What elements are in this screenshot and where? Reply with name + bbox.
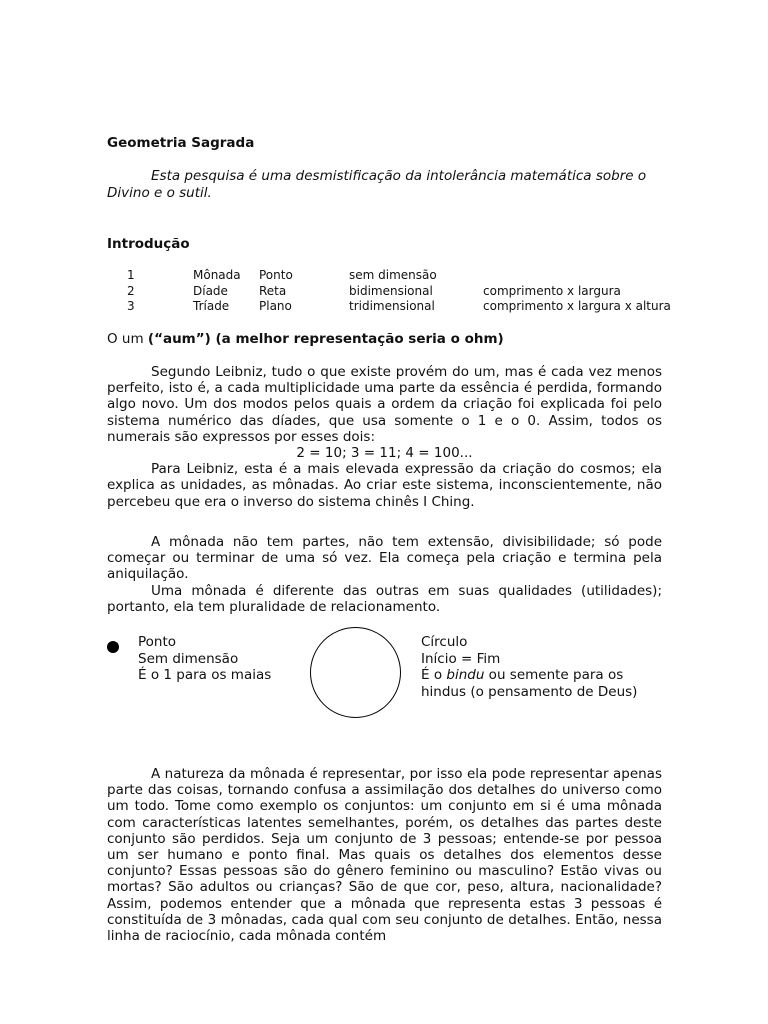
concepts-table: [107, 268, 671, 315]
row-geometry: Ponto: [259, 268, 293, 282]
monada-paragraph-1: A mônada não tem partes, não tem extensão, divisibilidade; só pode começar ou terminar de uma só vez. Ela começa pela criação e termina pela aniquilação.: [107, 534, 662, 583]
circulo-line-2: Início = Fim: [421, 650, 501, 667]
row-name: Mônada: [193, 268, 241, 282]
row-geometry: Plano: [259, 299, 292, 313]
table-row: [107, 284, 671, 300]
row-dimension: sem dimensão: [349, 268, 437, 282]
abstract: [107, 168, 662, 202]
aum-bold: (“aum”) (a melhor representação seria o ohm): [147, 331, 504, 347]
row-number: 3: [127, 299, 135, 313]
natureza-section: [107, 766, 662, 944]
aum-prefix: O um: [107, 331, 144, 347]
leibniz-paragraph-2: Para Leibniz, esta é a mais elevada expressão da criação do cosmos; ela explica as unidades, as mônadas. Ao criar este sistema, inconscientemente, não percebeu que era o inverso do sistema chinês I Ching.: [107, 461, 662, 510]
row-measure: [483, 268, 671, 284]
row-name: Tríade: [193, 299, 230, 313]
row-name: Díade: [193, 283, 228, 298]
circle-icon: [310, 627, 401, 718]
row-measure: comprimento x largura x altura: [483, 299, 671, 313]
intro-heading: Introdução: [107, 236, 190, 252]
ponto-caption: [138, 634, 271, 684]
circulo-line-3-post: ou semente para os hindus (o pensamento de Deus): [421, 667, 638, 700]
row-number: 2: [127, 283, 135, 298]
leibniz-section: [107, 364, 662, 510]
row-dimension: bidimensional: [349, 283, 433, 298]
row-measure: comprimento x largura: [483, 283, 621, 298]
ponto-line-3: É o 1 para os maias: [138, 667, 272, 683]
ponto-label: Ponto: [138, 634, 177, 650]
abstract-line-2: Divino e o sutil.: [107, 185, 212, 201]
document-title: Geometria Sagrada: [107, 135, 255, 151]
aum-heading: [107, 331, 504, 347]
leibniz-paragraph-1: Segundo Leibniz, tudo o que existe provém do um, mas é cada vez menos perfeito, isto é, a cada multiplicidade uma parte da essência é perdida, formando algo novo. Um dos modos pelos quais a ordem da criação foi explicada foi pelo sistema numérico das díades, que usa somente o 1 e o 0. Assim, todos os numerais são expressos por esses dois:: [107, 364, 662, 445]
natureza-paragraph: A natureza da mônada é representar, por isso ela pode representar apenas parte das coisas, tornando confusa a assimilação dos detalhes do universo como um todo. Tome como exemplo os conjuntos: um conjunto em si é uma mônada com características latentes semelhantes, porém, os detalhes das partes deste conjunto são perdidos. Seja um conjunto de 3 pessoas; entende-se por pessoa um ser humano e ponto final. Mas quais os detalhes dos elementos desse conjunto? Essas pessoas são do gênero feminino ou masculino? Estão vivas ou mortas? São adultos ou crianças? São de que cor, peso, altura, nacionalidade? Assim, podemos entender que a mônada que representa estas 3 pessoas é constituída de 3 mônadas, cada qual com seu conjunto de detalhes. Então, nessa linha de raciocínio, cada mônada contém: [107, 766, 662, 945]
circulo-line-3-pre: É o: [421, 667, 447, 683]
monada-section: [107, 534, 662, 615]
circulo-line-3: [421, 667, 661, 700]
circulo-bindu: bindu: [446, 667, 485, 683]
abstract-line-1: Esta pesquisa é uma desmistificação da intolerância matemática sobre o: [151, 168, 647, 184]
ponto-line-2: Sem dimensão: [138, 650, 239, 667]
point-dot-icon: [107, 641, 119, 653]
row-geometry: Reta: [259, 283, 287, 298]
circulo-caption: [421, 634, 661, 700]
circulo-label: Círculo: [421, 634, 468, 650]
table-row: [107, 299, 671, 315]
row-dimension: tridimensional: [349, 299, 435, 313]
monada-paragraph-2: Uma mônada é diferente das outras em suas qualidades (utilidades); portanto, ela tem pluralidade de relacionamento.: [107, 582, 662, 615]
table-row: [107, 268, 671, 284]
row-number: 1: [127, 268, 135, 282]
binary-example: 2 = 10; 3 = 11; 4 = 100...: [296, 445, 473, 462]
